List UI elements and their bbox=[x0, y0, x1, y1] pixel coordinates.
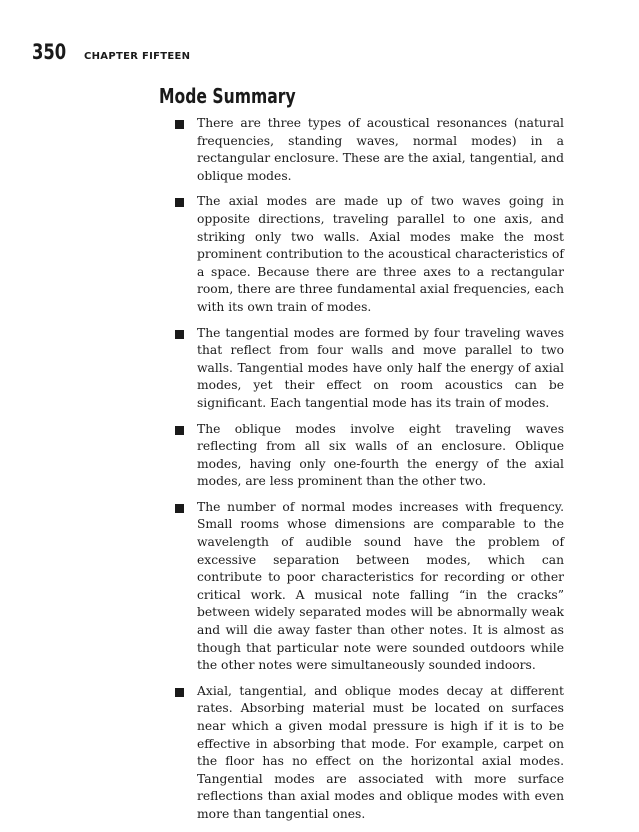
square-bullet-icon bbox=[175, 688, 184, 697]
list-item-text: The tangential modes are formed by four traveling waves that reflect from four walls and move parallel to two walls. Tangential modes have only half the energy of axial modes, yet their effect on room acoustics can be significant. Each tangential mode has its train of modes. bbox=[197, 325, 564, 410]
list-item bbox=[175, 115, 564, 185]
section-title: Mode Summary bbox=[159, 84, 296, 108]
list-item bbox=[175, 499, 564, 675]
square-bullet-icon bbox=[175, 426, 184, 435]
list-item-text: The axial modes are made up of two waves going in opposite directions, traveling parallel to one axis, and striking only two walls. Axial modes make the most prominent contribution to the acoustical characteristics of a space. Because there are three axes to a rectangular room, there are three fundamental axial frequencies, each with its own train of modes. bbox=[197, 194, 564, 314]
square-bullet-icon bbox=[175, 120, 184, 129]
list-item bbox=[175, 683, 564, 824]
list-item bbox=[175, 193, 564, 316]
list-item bbox=[175, 421, 564, 491]
list-item-text: Axial, tangential, and oblique modes decay at different rates. Absorbing material must be located on surfaces near which a given modal pressure is high if it is to be effective in absorbing that mode. For example, carpet on the floor has no effect on the horizontal axial modes. Tangential modes are associated with more surface reflections than axial modes and oblique modes with even more than tangential ones. bbox=[197, 683, 564, 821]
list-item-text: The number of normal modes increases with frequency. Small rooms whose dimensions are comparable to the wavelength of audible sound have the problem of excessive separation between modes, which can contribute to poor characteristics for recording or other critical work. A musical note falling “in the cracks” between widely separated modes will be abnormally weak and will die away faster than other notes. It is almost as though that particular note were sounded outdoors while the other notes were simultaneously sounded indoors. bbox=[197, 499, 564, 673]
square-bullet-icon bbox=[175, 330, 184, 339]
running-header bbox=[32, 40, 190, 64]
list-item bbox=[175, 325, 564, 413]
chapter-label: CHAPTER FIFTEEN bbox=[84, 51, 191, 62]
square-bullet-icon bbox=[175, 504, 184, 513]
bullet-list bbox=[175, 115, 564, 832]
square-bullet-icon bbox=[175, 198, 184, 207]
list-item-text: The oblique modes involve eight traveling waves reflecting from all six walls of an enclosure. Oblique modes, having only one-fourth the energy of the axial modes, are less prominent than the other two. bbox=[197, 421, 564, 489]
page-number: 350 bbox=[32, 40, 67, 64]
list-item-text: There are three types of acoustical resonances (natural frequencies, standing waves, normal modes) in a rectangular enclosure. These are the axial, tangential, and oblique modes. bbox=[197, 116, 564, 183]
